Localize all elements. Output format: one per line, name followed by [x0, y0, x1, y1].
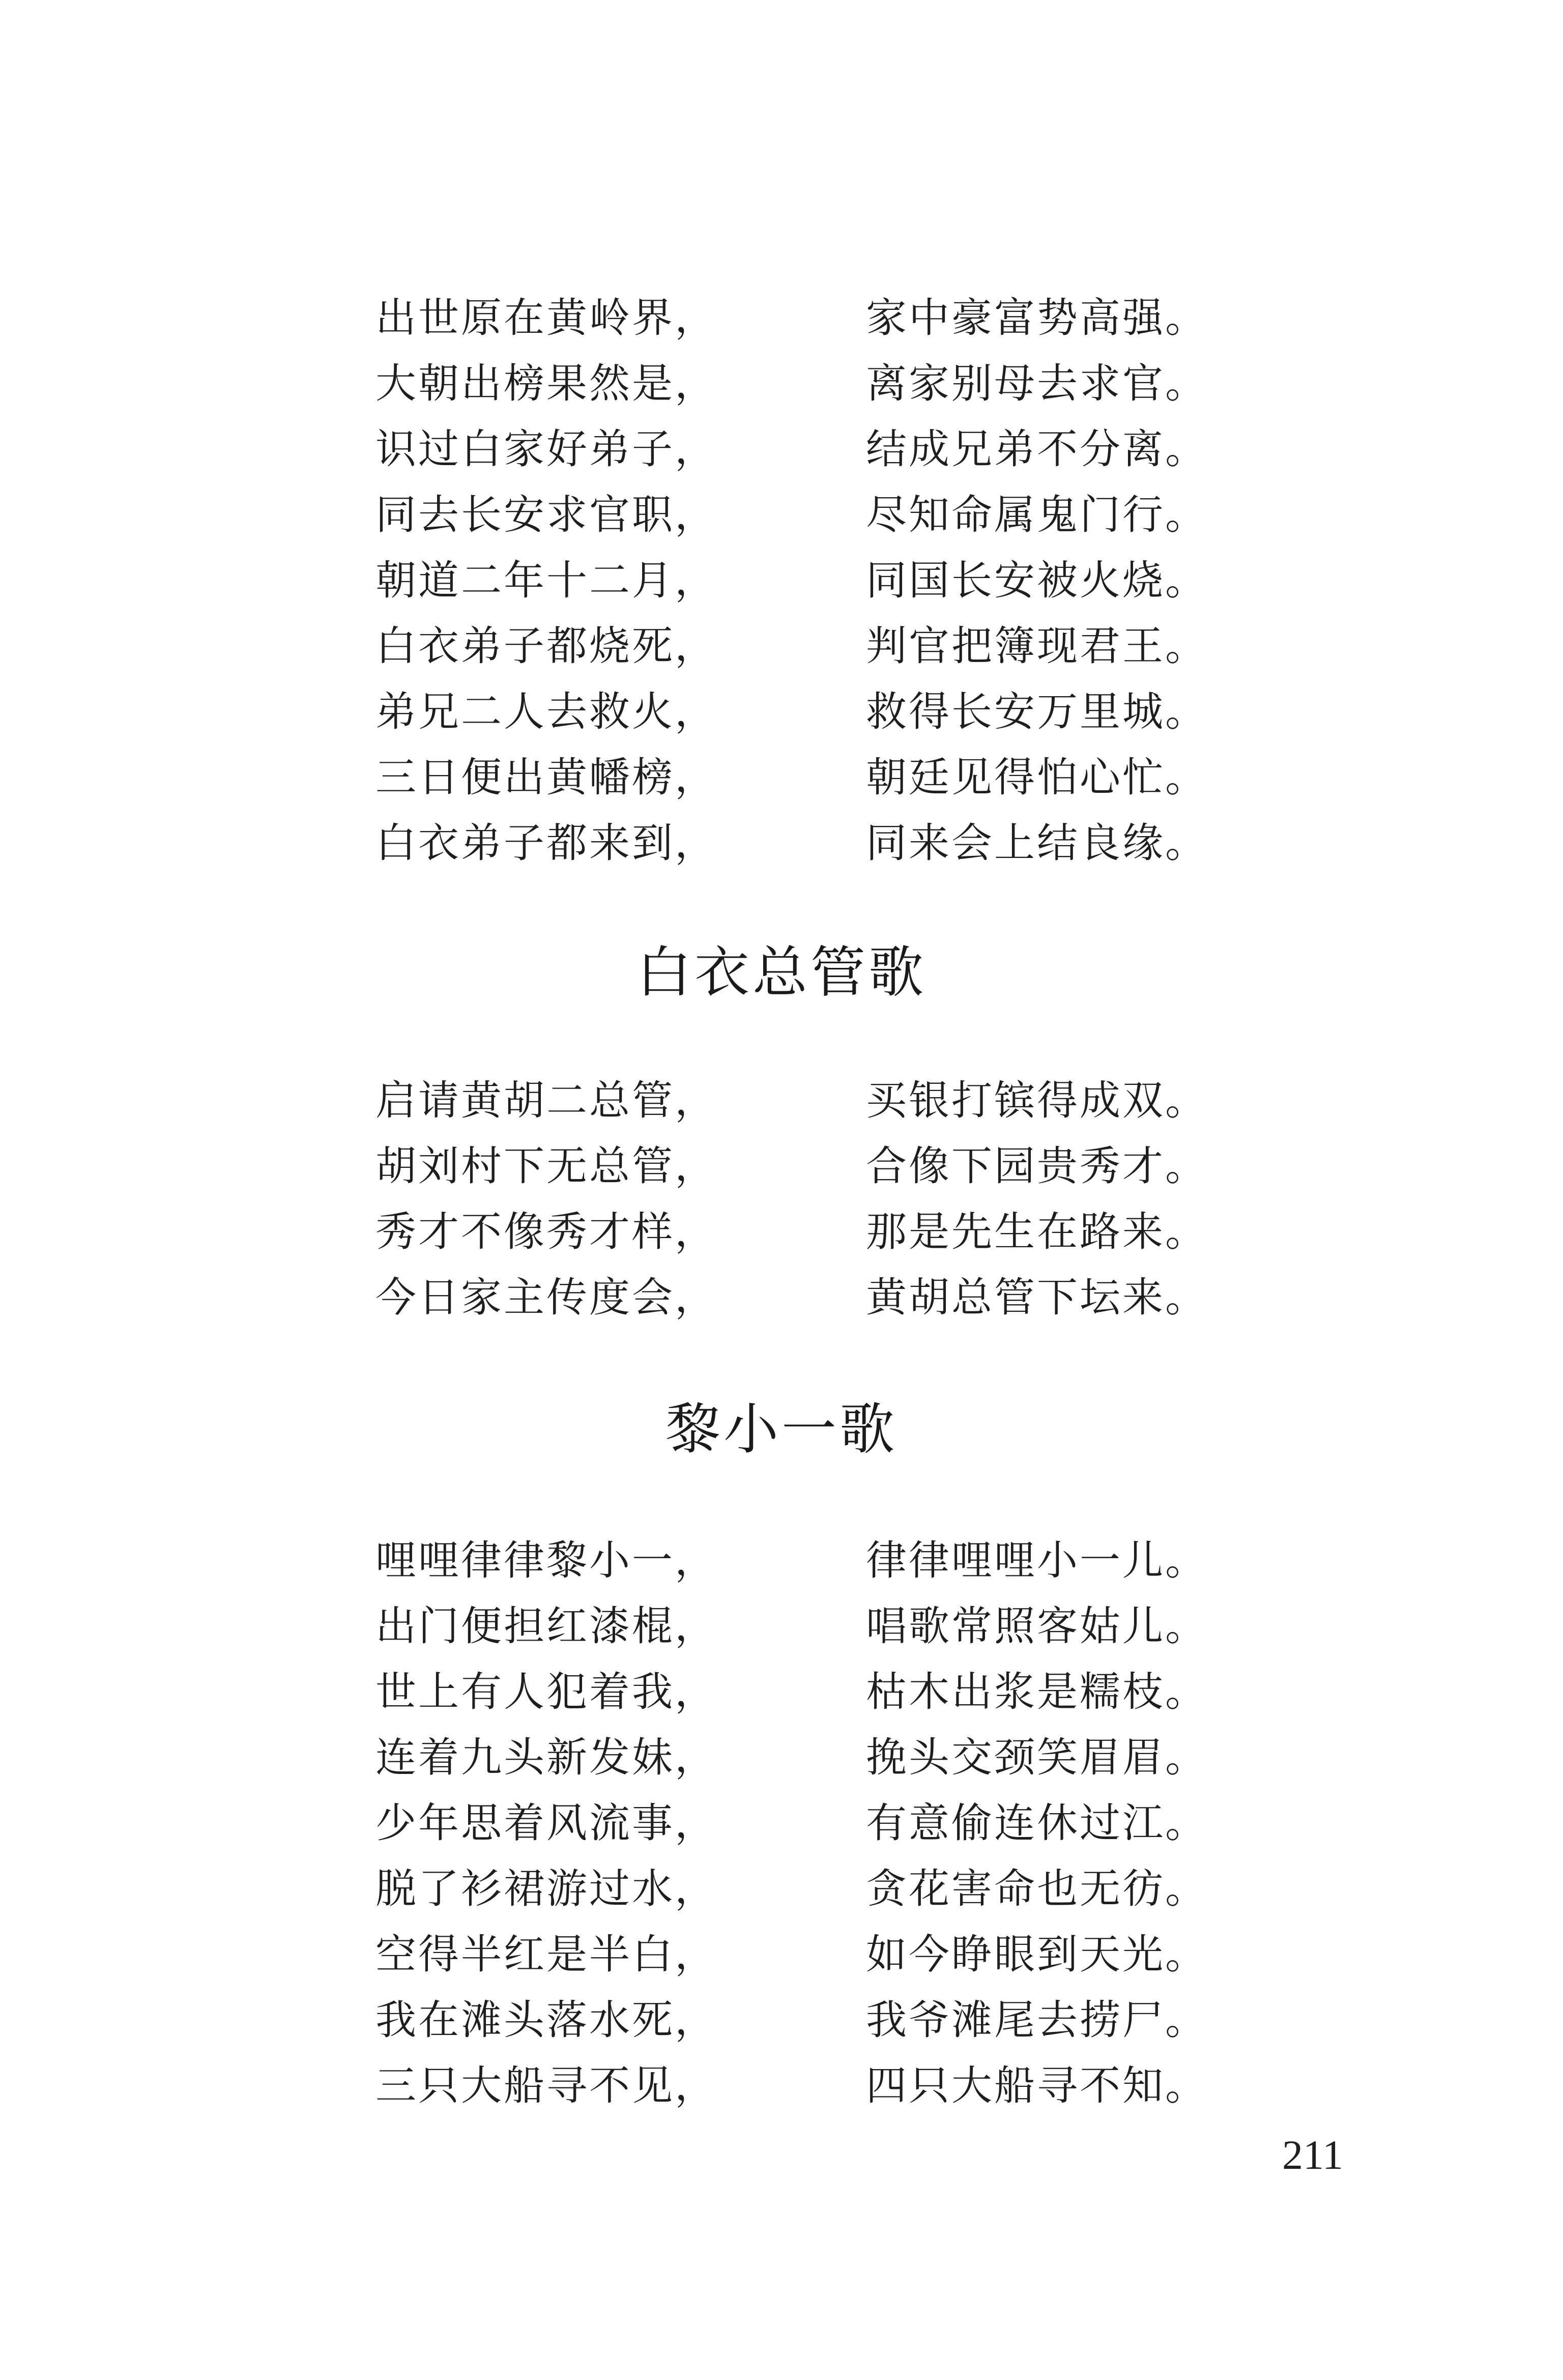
verse-line [0, 351, 1563, 416]
verse-line [0, 679, 1563, 744]
verse-line [0, 2053, 1563, 2118]
verse-left: 我在滩头落水死， [375, 1996, 717, 2044]
verse-right: 离家别母去求官。 [866, 360, 1208, 407]
verse-left: 哩哩律律黎小一， [375, 1537, 717, 1584]
verse-line [0, 416, 1563, 482]
verse-left: 连着九头新发妹， [375, 1734, 717, 1781]
verse-right: 律律哩哩小一儿。 [866, 1537, 1208, 1584]
verse-right: 救得长安万里城。 [866, 688, 1208, 735]
verse-left: 同去长安求官职， [375, 491, 717, 538]
verse-left: 出世原在黄岭界， [375, 294, 717, 341]
verse-right: 尽知命属鬼门行。 [866, 491, 1208, 538]
poem-stanza [0, 1528, 1563, 2118]
verse-left: 少年思着风流事， [375, 1799, 717, 1847]
verse-left: 三只大船寻不见， [375, 2062, 717, 2109]
verse-line [0, 1987, 1563, 2053]
verse-left: 今日家主传度会， [375, 1274, 717, 1321]
verse-left: 白衣弟子都来到， [375, 819, 717, 867]
verse-left: 识过白家好弟子， [375, 425, 717, 473]
verse-right: 同国长安被火烧。 [866, 557, 1208, 604]
verse-right: 我爷滩尾去捞尸。 [866, 1996, 1208, 2044]
verse-right: 结成兄弟不分离。 [866, 425, 1208, 473]
verse-left: 出门便担红漆棍， [375, 1602, 717, 1650]
verse-line [0, 1199, 1563, 1265]
verse-left: 白衣弟子都烧死， [375, 622, 717, 670]
section-title: 黎小一歌 [665, 1398, 898, 1461]
verse-left: 秀才不像秀才样， [375, 1208, 717, 1255]
verse-right: 买银打镔得成双。 [866, 1077, 1208, 1124]
verse-line [0, 744, 1563, 810]
verse-right: 如今睁眼到天光。 [866, 1931, 1208, 1978]
verse-left: 朝道二年十二月， [375, 557, 717, 604]
verse-right: 四只大船寻不知。 [866, 2062, 1208, 2109]
verse-right: 黄胡总管下坛来。 [866, 1274, 1208, 1321]
poem-continuation-stanza [0, 285, 1563, 876]
verse-right: 判官把簿现君王。 [866, 622, 1208, 670]
verse-line [0, 1265, 1563, 1330]
verse-line [0, 1725, 1563, 1790]
verse-line [0, 482, 1563, 548]
verse-line [0, 1659, 1563, 1725]
page-number: 211 [1282, 2132, 1343, 2178]
verse-line [0, 285, 1563, 351]
verse-left: 脱了衫裙游过水， [375, 1865, 717, 1912]
verse-line [0, 1790, 1563, 1856]
poem-stanza [0, 1068, 1563, 1330]
verse-right: 唱歌常照客姑儿。 [866, 1602, 1208, 1650]
verse-line [0, 1922, 1563, 1987]
verse-left: 大朝出榜果然是， [375, 360, 717, 407]
verse-right: 贪花害命也无彷。 [866, 1865, 1208, 1912]
verse-left: 世上有人犯着我， [375, 1668, 717, 1715]
verse-line [0, 810, 1563, 876]
verse-left: 三日便出黄幡榜， [375, 754, 717, 801]
verse-right: 合像下园贵秀才。 [866, 1142, 1208, 1190]
verse-right: 同来会上结良缘。 [866, 819, 1208, 867]
verse-right: 家中豪富势高强。 [866, 294, 1208, 341]
verse-line [0, 1856, 1563, 1922]
verse-line [0, 613, 1563, 679]
verse-right: 朝廷见得怕心忙。 [866, 754, 1208, 801]
verse-line [0, 1133, 1563, 1199]
verse-line [0, 1068, 1563, 1133]
verse-left: 空得半红是半白， [375, 1931, 717, 1978]
verse-left: 启请黄胡二总管， [375, 1077, 717, 1124]
verse-line [0, 1593, 1563, 1659]
verse-line [0, 548, 1563, 613]
verse-left: 弟兄二人去救火， [375, 688, 717, 735]
verse-left: 胡刘村下无总管， [375, 1142, 717, 1190]
section-title: 白衣总管歌 [636, 941, 927, 1005]
verse-right: 有意偷连休过江。 [866, 1799, 1208, 1847]
verse-right: 那是先生在路来。 [866, 1208, 1208, 1255]
verse-line [0, 1528, 1563, 1593]
verse-right: 挽头交颈笑眉眉。 [866, 1734, 1208, 1781]
verse-right: 枯木出浆是糯枝。 [866, 1668, 1208, 1715]
